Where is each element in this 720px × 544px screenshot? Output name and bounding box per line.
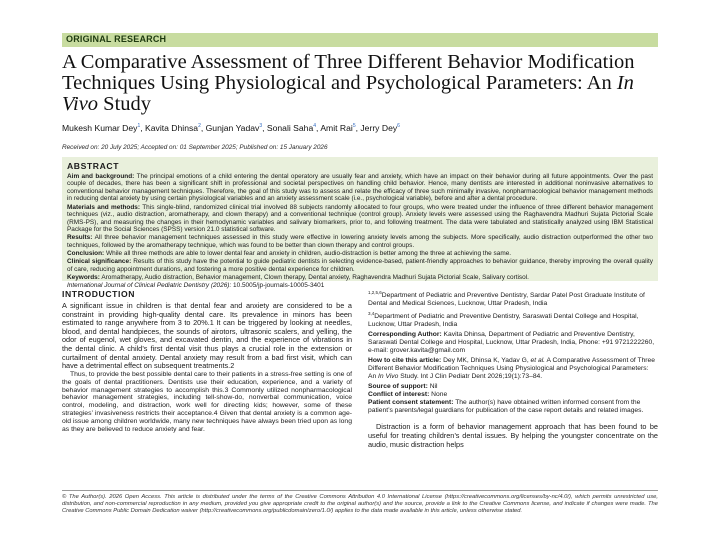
abstract-significance-text: Results of this study have the potential to guide pediatric dentists in selecting evidence-based, patient-friendly approaches to behavior guidance, thereby improving the overall quality of care, reducing appointment durations, and fostering a more positive dental experience for children. [67,258,653,273]
abstract-keywords-label: Keywords: [67,273,100,281]
introduction-paragraph-2: Thus, to provide the best possible dental care to their patients in a stress-free setting is one of the goals of dental practitioners. Dentists use their education, experience, and a variety of behavior management strategies to accomplish this.3 Commonly utilized nonpharmacological behavior management strategies, including tell-show-do, nonverbal communication, voice control, modeling, and distraction, work well for directing kids; however, some of these strategies’ invasiveness restricts their acceptance.4 Given that dental anxiety is a common age-old issue among children worldwide, many new techniques have always been tried upon as long as they are believed to reduce anxiety and fear. [62,370,352,434]
doi-link[interactable]: 10.5005/jp-journals-10005-3401 [233,282,325,290]
author-name: Amit Rai [320,123,353,133]
author-name: Jerry Dey [360,123,398,133]
abstract-methods-label: Materials and methods: [67,203,141,211]
affiliation-2-text: Department of Pediatric and Preventive Dentistry, Saraswati Dental College and Hospital, Lucknow, Uttar Pradesh, India [368,313,639,329]
abstract-significance [67,258,653,273]
license-footer: © The Author(s). 2026 Open Access. This article is distributed under the terms of the Creative Commons Attribution 4.0 International License (https://creativecommons.org/licenses/by-nc/4.0/), which permits unrestricted use, distribution, and non-commercial reproduction in any medium, provided you give appropriate credit to the original author(s) and the source, provide a link to the Creative Commons license, and indicate if changes were made. The Creative Commons Public Domain Dedication waiver (http://creativecommons.org/publicdomain/zero/1.0/) applies to the data made available in this article, unless otherwise stated. [62,494,658,515]
affiliation-1-mark: 1,2,5,6 [368,290,382,295]
introduction-heading: INTRODUCTION [62,289,136,299]
abstract-methods [67,204,653,234]
abstract-keywords [67,274,653,281]
affiliation-2-mark: 3,4 [368,311,375,317]
article-title [62,52,658,115]
title-italic: In Vivo [62,72,634,115]
abstract-results [67,234,653,249]
conflict-of-interest [368,391,658,399]
abstract-methods-text: This single-blind, randomized clinical trial involved 88 subjects randomly allocated to four groups, who were treated under the influence of three different behavior management techniques (viz., audio distraction, aromatherapy, and clown therapy) and a conventional technique (control group). Anxiety levels were assessed using the Raghavendra Madhuri Sujata Pictorial Scale (RMS-PS), and measuring the changes in their hemodynamic variables and salivary biomarkers, prior to, and following treatment. The data were tabulated and statistically analyzed using IBM Statistical Package for the Social Sciences (SPSS) version 21.0 statistical software. [67,203,653,233]
author-affiliation-mark: 5 [352,123,356,130]
how-to-cite-invivo: In Vivo [378,373,399,381]
source-of-support-label: Source of support: [368,383,428,391]
how-to-cite-authors: Dey MK, Dhinsa K, Yadav G, [443,357,531,365]
conflict-of-interest-text: None [431,391,448,399]
left-column [62,289,352,434]
introduction-paragraph-1: A significant issue in children is that dental fear and anxiety are considered to be a constraint in providing high-quality dental care. Its prevalence in minors has been estimated to range anywhere from 3 to 20%.1 It can be triggered by looking at needles, blood, and dental handpieces, the sounds of airotors, ultrasonic scalers, and yelling, the odor of eugenol, wet gloves, and excavated dentin, and the experience of vibrations in the dental clinic. A child’s first dental visit thus plays a crucial role in the extension or curtailment of dental anxiety. Dental anxiety may result from a bad first visit, which can have a detrimental effect on subsequent treatments.2 [62,301,352,371]
abstract-conclusion-label: Conclusion: [67,249,105,257]
patient-consent [368,399,658,415]
footer-divider [62,490,658,491]
author-affiliation-mark: 6 [397,123,400,130]
affiliation-1 [368,289,658,308]
author-name: Gunjan Yadav [205,123,260,133]
affiliation-2 [368,310,658,329]
corresponding-author-text: Kavita Dhinsa, Department of Pediatric and Preventive Dentistry, Saraswati Dental College and Hospital, Lucknow, Uttar Pradesh, India, Phone: +91 9721222260, e-mail: grover.kavita@gmail.com [368,331,655,355]
author-affiliation-mark: 3 [259,123,263,130]
abstract-results-text: All three behavior management techniques assessed in this study were effective in lowering anxiety levels among the subjects. More specifically, audio distraction outperformed the other two techniques, followed by the aromatherapy technique, which was found to be better than clown therapy and control groups. [67,234,653,249]
abstract-aim-text: The principal emotions of a child entering the dental operatory are usually fear and anxiety, which have an impact on their behavior during all future appointments. Over the past couple of decades, there has been a significant shift in professional and societal perspectives on handling child behavior. Hence, many dentists are interested in additional noninvasive alternatives to conventional behavior management techniques. Therefore, the goal of this study was to assess and relate the efficacy of three such minimally invasive, nonpharmacological behavior management methods in reducing dental anxiety by using certain physiological variables and an anxiety assessment scale (i.e., psychological variable), before and after a dental procedure. [67,173,653,203]
abstract-results-label: Results: [67,234,93,242]
abstract-aim [67,173,653,203]
source-of-support-text: Nil [429,383,438,391]
abstract-keywords-text: Aromatherapy, Audio distraction, Behavior management, Clown therapy, Dental anxiety, Raghavendra Madhuri Sujata Pictorial Scale, Salivary cortisol. [101,273,529,281]
distraction-paragraph: Distraction is a form of behavior management approach that has been found to be useful for treating children’s dental issues. By helping the youngster concentrate on the audio, music distraction helps [368,422,658,449]
conflict-of-interest-label: Conflict of interest: [368,391,430,399]
abstract-aim-label: Aim and background: [67,173,135,180]
article-type-label: ORIGINAL RESEARCH [66,34,167,44]
abstract-conclusion-text: While all three methods are able to lower dental fear and anxiety in children, audio-distraction is better among the three at achieving the same. [106,249,512,257]
patient-consent-label: Patient consent statement: [368,399,454,407]
abstract-box [62,157,658,290]
journal-name: International Journal of Clinical Pediatric Dentistry (2026): [67,282,234,290]
right-column [368,289,658,449]
abstract-significance-label: Clinical significance: [67,258,132,266]
article-type-banner [62,33,658,47]
author-name: Mukesh Kumar Dey [62,123,138,133]
how-to-cite-label: How to cite this article: [368,357,442,365]
author-name: Sonali Saha [266,123,314,133]
how-to-cite [368,357,658,381]
affiliation-1-text: Department of Pediatric and Preventive Dentistry, Sardar Patel Post Graduate Institute of Dental and Medical Sciences, Lucknow, Uttar Pradesh, India [368,292,645,308]
author-name: Kavita Dhinsa [145,123,199,133]
abstract-heading: ABSTRACT [67,161,120,171]
how-to-cite-etal: et al. [530,357,546,365]
abstract-conclusion [67,250,653,257]
patient-consent-text: The author(s) have obtained written informed consent from the patient’s parents/legal guardians for publication of the case report details and related images. [368,399,644,415]
author-list: Mukesh Kumar Dey$^1$, Kavita Dhinsa$^2$, Gunjan Yadav$^3$, Sonali Saha$^4$, Amit Rai$^5$, Jerry Dey$^6$ [62,123,400,133]
how-to-cite-journal: Study. Int J Clin Pediatr Dent 2026;19(1):73–84. [398,373,543,381]
how-to-cite-title: A Comparative Assessment of Three Different Behavior Modification Techniques Using Physiological and Psychological Parameters: An [368,357,655,381]
author-affiliation-mark: 4 [313,123,317,130]
title-end: Study [98,93,152,115]
source-of-support [368,383,658,391]
corresponding-author-label: Corresponding Author: [368,331,442,339]
author-affiliation-mark: 2 [198,123,201,130]
title-main: A Comparative Assessment of Three Different Behavior Modification Techniques Using Physiological and Psychological Parameters: An [62,51,635,94]
publication-dates: Received on: 20 July 2025; Accepted on: 01 September 2025; Published on: 15 January 2026 [62,144,328,151]
author-affiliation-mark: 1 [137,123,141,130]
corresponding-author [368,331,658,355]
